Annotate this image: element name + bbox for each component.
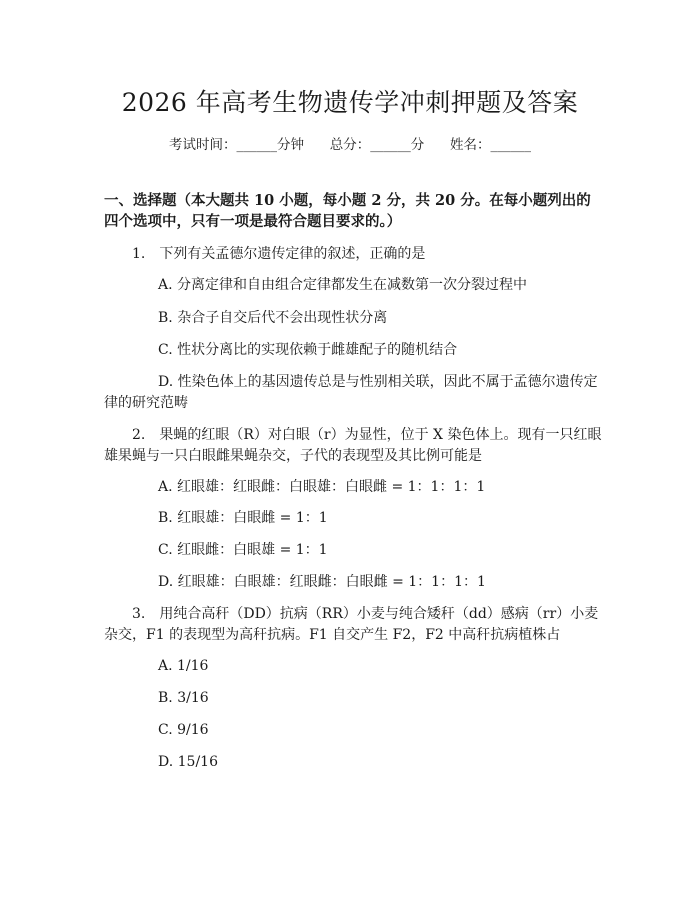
question-3-option-c: C. 9/16	[158, 722, 209, 738]
name-label: 姓名：______	[450, 137, 531, 153]
question-1-option-a: A. 分离定律和自由组合定律都发生在减数第一次分裂过程中	[158, 277, 528, 293]
question-1-option-c: C. 性状分离比的实现依赖于雌雄配子的随机结合	[158, 342, 458, 358]
question-2-option-b: B. 红眼雄：白眼雌 = 1：1	[158, 510, 328, 526]
question-3-stem: 3. 用纯合高秆（DD）抗病（RR）小麦与纯合矮秆（dd）感病（rr）小麦杂交，F1 的表现型为高秆抗病。F1 自交产生 F2，F2 中高秆抗病植株占	[104, 606, 599, 643]
question-3-option-b: B. 3/16	[158, 690, 209, 706]
total-score-label: 总分：______分	[329, 137, 425, 153]
question-2-option-a: A. 红眼雄：红眼雌：白眼雄：白眼雌 = 1：1：1：1	[158, 479, 486, 495]
exam-meta	[0, 133, 700, 153]
question-2-option-d: D. 红眼雄：白眼雄：红眼雌：白眼雌 = 1：1：1：1	[158, 574, 486, 590]
question-3-option-a: A. 1/16	[158, 658, 209, 674]
question-1-option-d: D. 性染色体上的基因遗传总是与性别相关联，因此不属于孟德尔遗传定律的研究范畴	[104, 374, 598, 411]
exam-time-label: 考试时间：______分钟	[169, 137, 304, 153]
question-2-stem: 2. 果蝇的红眼（R）对白眼（r）为显性，位于 X 染色体上。现有一只红眼雄果蝇与一只白眼雌果蝇杂交，子代的表现型及其比例可能是	[104, 427, 602, 464]
question-2-option-c: C. 红眼雌：白眼雄 = 1：1	[158, 542, 328, 558]
question-3-option-d: D. 15/16	[158, 754, 218, 770]
question-1-stem: 1. 下列有关孟德尔遗传定律的叙述，正确的是	[132, 246, 426, 262]
question-1-option-b: B. 杂合子自交后代不会出现性状分离	[158, 310, 388, 326]
section-heading: 一、选择题（本大题共 10 小题，每小题 2 分，共 20 分。在每小题列出的四个选项中，只有一项是最符合题目要求的。）	[104, 192, 591, 230]
page-title: 2026 年高考生物遗传学冲刺押题及答案	[121, 88, 579, 117]
